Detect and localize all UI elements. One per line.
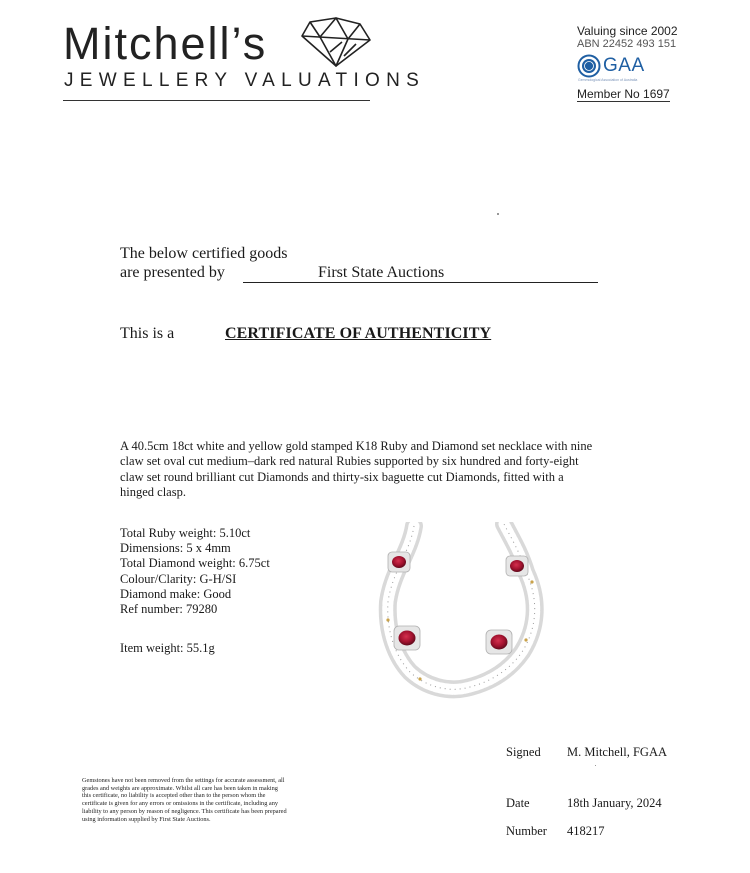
valuing-since: Valuing since 2002 [577,24,678,38]
spec-list [120,526,270,617]
presented-underline [243,282,598,283]
disclaimer-text: Gemstones have not been removed from the settings for accurate assessment, all grades and weights are approximate. Whilst all care has been taken in making this certificate, no liability is accepted other than to the person whom the certificate is given for any errors or omissions in the certificate, including any liability to any person by reason of negligence. This certificate has been prepared using information supplied by First State Auctions. [82,777,287,823]
spec-diamond-make: Diamond make: Good [120,586,232,601]
gaa-subtext: Gemmological Association of Australia [578,78,638,82]
certificate-title: CERTIFICATE OF AUTHENTICITY [225,325,492,342]
gaa-seal-icon [577,54,601,78]
date-label: Date [506,796,530,810]
presenter-name: First State Auctions [318,264,445,281]
diamond-outline-icon [300,16,372,68]
header-divider [63,100,370,101]
item-description: A 40.5cm 18ct white and yellow gold stamped K18 Ruby and Diamond set necklace with nine claw set oval cut medium–dark red natural Rubies supported by six hundred and forty-eight claw set round brilliant cut Diamonds and thirty-six baguette cut Diamonds, fitted with a hinged clasp. [120,439,593,499]
necklace-photo [376,522,556,700]
member-number: Member No 1697 [577,87,670,101]
date-value: 18th January, 2024 [567,796,662,810]
gaa-text: GAA [603,55,645,76]
speck-mark [595,765,596,766]
brand-tagline: JEWELLERY VALUATIONS [64,70,426,91]
spec-ref-number: Ref number: 79280 [120,602,218,617]
number-label: Number [506,824,547,838]
member-divider [577,101,670,102]
spec-colour-clarity: Colour/Clarity: G-H/SI [120,571,237,586]
spec-ruby-weight: Total Ruby weight: 5.10ct [120,526,251,540]
speck-mark [497,213,499,215]
brand-name: Mitchell’s [63,18,268,69]
signed-value: M. Mitchell, FGAA [567,745,667,759]
spec-diamond-weight: Total Diamond weight: 6.75ct [120,556,270,571]
spec-dimensions: Dimensions: 5 x 4mm [120,541,231,556]
number-value: 418217 [567,824,605,838]
certificate-prefix: This is a [120,325,175,342]
signed-label: Signed [506,745,541,759]
item-weight: Item weight: 55.1g [120,641,215,655]
presented-line-2: are presented by [120,264,225,281]
presented-line-1: The below certified goods [120,245,288,262]
abn-number: ABN 22452 493 151 [577,38,677,50]
gaa-badge [577,54,673,84]
